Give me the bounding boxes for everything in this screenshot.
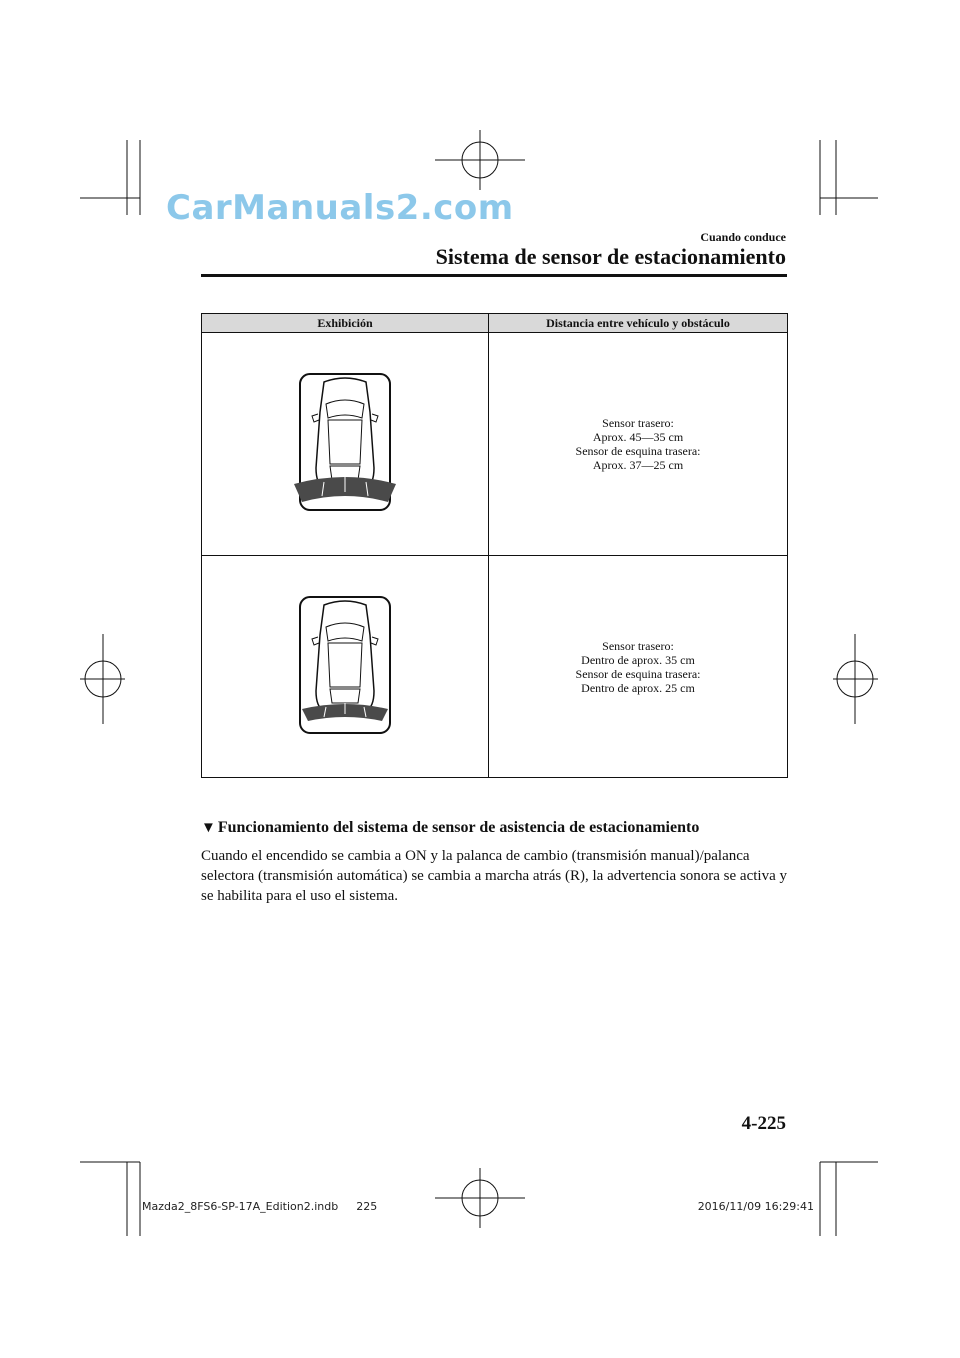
display-cell (202, 556, 489, 778)
section-heading (201, 819, 699, 837)
table-row (202, 333, 788, 556)
triangle-down-icon: ▼ (201, 820, 216, 836)
distance-line: Sensor trasero: (602, 638, 674, 653)
column-header-display: Exhibición (202, 314, 489, 333)
footer-filename: Mazda2_8FS6-SP-17A_Edition2.indb (142, 1200, 339, 1213)
distance-line: Aprox. 37—25 cm (592, 458, 684, 472)
distance-line: Sensor de esquina trasera: (575, 666, 701, 681)
distance-line: Dentro de aprox. 25 cm (581, 680, 695, 695)
distance-cell (489, 556, 788, 778)
distance-line: Sensor trasero: (602, 416, 674, 430)
page-title: Sistema de sensor de estacionamiento (435, 244, 786, 269)
section-heading-text: Funcionamiento del sistema de sensor de asistencia de estacionamiento (217, 819, 700, 836)
table-row (202, 556, 788, 778)
table-header-row (202, 314, 788, 333)
footer-file-info (142, 1200, 377, 1213)
car-sensor-illustration-wide (290, 372, 400, 512)
distance-table (201, 313, 788, 778)
page-number: 4-225 (741, 1113, 786, 1134)
car-sensor-illustration-close (290, 595, 400, 735)
column-header-distance: Distancia entre vehículo y obstáculo (489, 314, 788, 333)
section-body: Cuando el encendido se cambia a ON y la palanca de cambio (transmisión manual)/palanca selectora (transmisión automática) se cambia a marcha atrás (R), la advertencia sonora se activa y se habilita para el uso el sistema. (201, 848, 787, 904)
footer-page: 225 (356, 1200, 378, 1213)
distance-line: Sensor de esquina trasera: (575, 444, 701, 458)
distance-line: Aprox. 45—35 cm (592, 430, 684, 444)
display-cell (202, 333, 489, 556)
distance-cell (489, 333, 788, 556)
distance-line: Dentro de aprox. 35 cm (581, 652, 695, 667)
watermark-logo[interactable]: CarManuals2.com (166, 188, 514, 228)
header-rule (201, 274, 787, 277)
chapter-subtitle: Cuando conduce (700, 230, 786, 244)
footer-timestamp: 2016/11/09 16:29:41 (697, 1200, 814, 1213)
